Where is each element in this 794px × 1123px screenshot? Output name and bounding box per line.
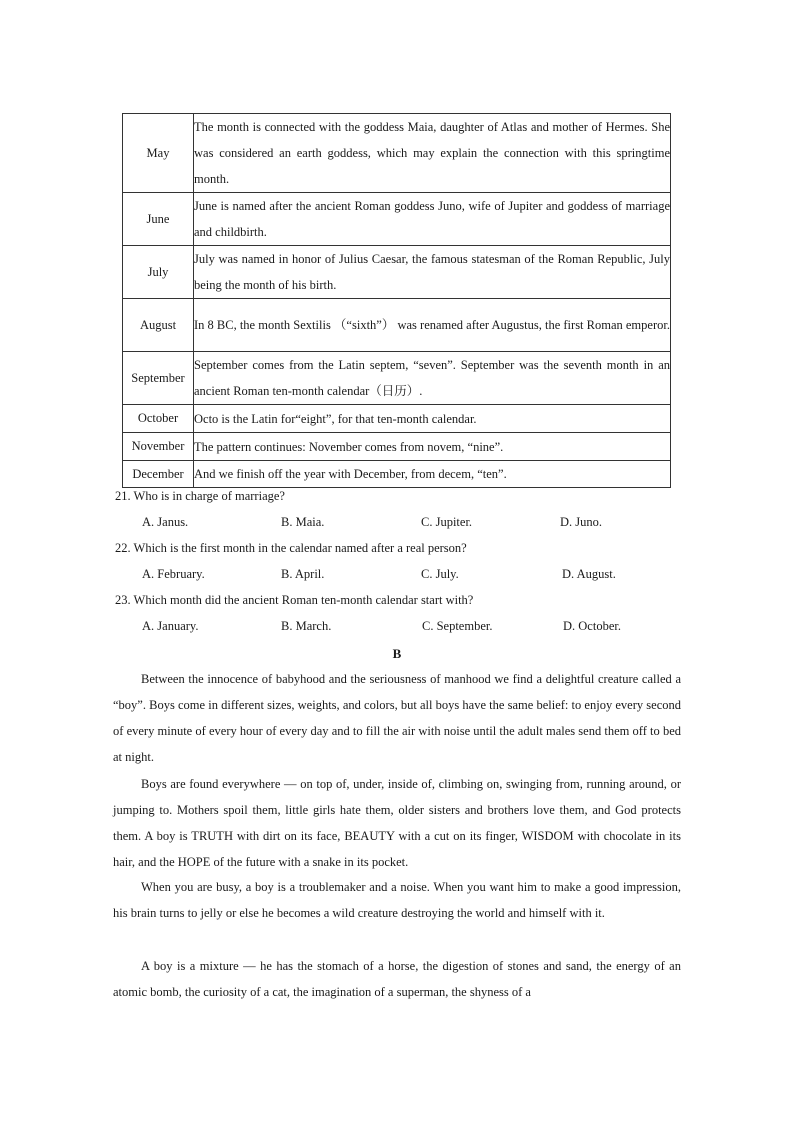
option-b: B. Maia. [281, 515, 325, 529]
month-description-cell: And we finish off the year with December, from decem, “ten”. [194, 461, 671, 488]
passage-paragraph-4: A boy is a mixture — he has the stomach of a horse, the digestion of stones and sand, the energy of an atomic bomb, the curiosity of a cat, the imagination of a superman, the shyness of a [113, 959, 681, 999]
month-name-cell: July [123, 246, 194, 299]
option-b: B. March. [281, 619, 332, 633]
option-d: D. Juno. [560, 515, 603, 529]
passage-paragraph-1: Between the innocence of babyhood and the seriousness of manhood we find a delightful creature called a “boy”. Boys come in different sizes, weights, and colors, but all boys have the same belief: to enjoy every second of every minute of every hour of every day and to fill the air with noise until the adult males send them off to bed at night. [113, 672, 681, 764]
month-description-cell: In 8 BC, the month Sextilis （“sixth”） was renamed after Augustus, the first Roman emperor. [194, 299, 671, 352]
month-name-cell: August [123, 299, 194, 352]
option-b: B. April. [281, 567, 325, 581]
passage-paragraph-2: Boys are found everywhere — on top of, under, inside of, climbing on, swinging from, running around, or jumping to. Mothers spoil them, little girls hate them, older sisters and brothers love them, and God protects them. A boy is TRUTH with dirt on its face, BEAUTY with a cut on its finger, WISDOM with chocolate in its hair, and the HOPE of the future with a snake in its pocket. [113, 777, 681, 869]
table-row [123, 405, 671, 433]
month-name-cell: May [123, 114, 194, 193]
month-origins-table [122, 113, 671, 488]
section-heading: B [392, 646, 402, 661]
passage-paragraph-3: When you are busy, a boy is a troublemaker and a noise. When you want him to make a good impression, his brain turns to jelly or else he becomes a wild creature destroying the world and himself with it. [113, 880, 681, 920]
month-name-cell: September [123, 352, 194, 405]
option-a: A. Janus. [142, 515, 189, 529]
month-description-cell: The month is connected with the goddess Maia, daughter of Atlas and mother of Hermes. She was considered an earth goddess, which may explain the connection with this springtime month. [194, 114, 671, 193]
table-row [123, 299, 671, 352]
option-c: C. Jupiter. [421, 515, 473, 529]
table-row [123, 433, 671, 461]
month-description-cell: September comes from the Latin septem, “seven”. September was the seventh month in an ancient Roman ten-month calendar（日历）. [194, 352, 671, 405]
question-21-stem: 21. Who is in charge of marriage? [115, 489, 285, 503]
option-d: D. October. [563, 619, 621, 633]
option-c: C. July. [421, 567, 459, 581]
month-name-cell: December [123, 461, 194, 488]
table-row [123, 352, 671, 405]
table-row [123, 193, 671, 246]
month-description-cell: July was named in honor of Julius Caesar, the famous statesman of the Roman Republic, July being the month of his birth. [194, 246, 671, 299]
month-description-cell: June is named after the ancient Roman goddess Juno, wife of Jupiter and goddess of marriage and childbirth. [194, 193, 671, 246]
month-name-cell: June [123, 193, 194, 246]
month-name-cell: October [123, 405, 194, 433]
table-row [123, 114, 671, 193]
option-a: A. February. [142, 567, 205, 581]
table-row [123, 461, 671, 488]
option-c: C. September. [422, 619, 493, 633]
month-description-cell: Octo is the Latin for“eight”, for that ten-month calendar. [194, 405, 671, 433]
question-23-stem: 23. Which month did the ancient Roman ten-month calendar start with? [115, 593, 474, 607]
option-d: D. August. [562, 567, 616, 581]
month-name-cell: November [123, 433, 194, 461]
question-22-stem: 22. Which is the first month in the calendar named after a real person? [115, 541, 467, 555]
table-row [123, 246, 671, 299]
option-a: A. January. [142, 619, 199, 633]
month-description-cell: The pattern continues: November comes from novem, “nine”. [194, 433, 671, 461]
